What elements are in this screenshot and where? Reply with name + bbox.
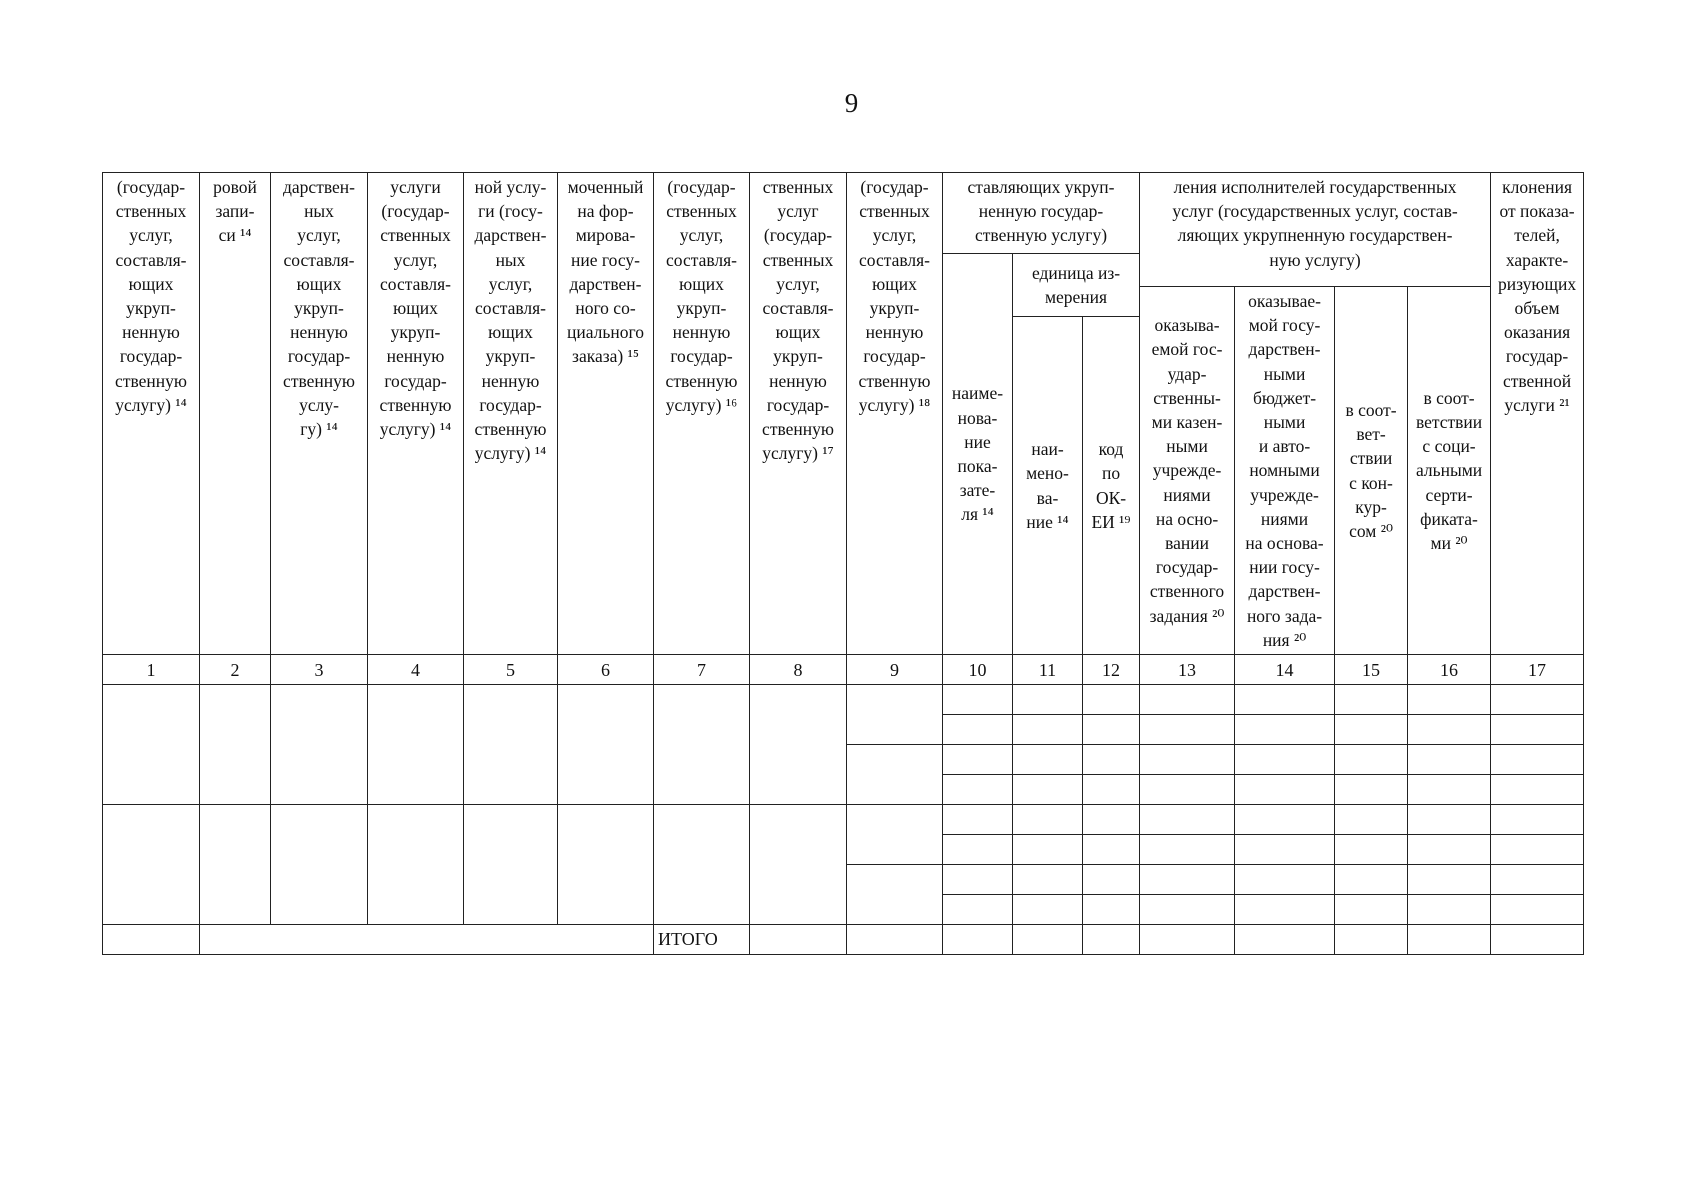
- data-cell: [1491, 805, 1584, 835]
- data-cell: [1491, 895, 1584, 925]
- data-cell: [368, 805, 464, 925]
- header-group-indicator: ставляющих укруп- ненную государ- ственную услугу): [943, 173, 1140, 254]
- page-number: 9: [844, 88, 859, 118]
- column-number: 11: [1013, 655, 1083, 685]
- data-cell: [847, 685, 943, 745]
- data-cell: [200, 805, 271, 925]
- data-cell: [1235, 745, 1335, 775]
- data-cell: [1013, 715, 1083, 745]
- column-number: 9: [847, 655, 943, 685]
- total-cell: [1235, 925, 1335, 955]
- column-numbers-row: [103, 655, 1584, 685]
- column-number: 13: [1140, 655, 1235, 685]
- total-cell: [1140, 925, 1235, 955]
- header-col-16: в соот- ветствии с соци- альными серти- фиката- ми ²⁰: [1408, 287, 1491, 655]
- data-cell: [847, 865, 943, 925]
- total-label: ИТОГО: [654, 925, 750, 955]
- column-number: 1: [103, 655, 200, 685]
- total-cell: [1013, 925, 1083, 955]
- data-cell: [847, 745, 943, 805]
- data-cell: [1408, 895, 1491, 925]
- column-number: 6: [558, 655, 654, 685]
- data-cell: [368, 685, 464, 805]
- data-cell: [1140, 835, 1235, 865]
- header-col-7: (государ- ственных услуг, составля- ющих укруп- ненную государ- ственную услугу) ¹⁶: [654, 173, 750, 655]
- data-cell: [558, 685, 654, 805]
- data-cell: [1083, 715, 1140, 745]
- header-col-5: ной услу- ги (госу- дарствен- ных услуг, составля- ющих укруп- ненную государ- ственную услугу) ¹⁴: [464, 173, 558, 655]
- data-cell: [1408, 775, 1491, 805]
- data-cell: [1013, 865, 1083, 895]
- total-cell: [1491, 925, 1584, 955]
- data-cell: [943, 745, 1013, 775]
- data-cell: [654, 685, 750, 805]
- column-number: 7: [654, 655, 750, 685]
- data-cell: [1083, 835, 1140, 865]
- data-cell: [1013, 835, 1083, 865]
- data-cell: [1335, 775, 1408, 805]
- data-cell: [103, 685, 200, 805]
- data-cell: [943, 775, 1013, 805]
- data-row: [103, 805, 1584, 835]
- header-col-9: (государ- ственных услуг, составля- ющих укруп- ненную государ- ственную услугу) ¹⁸: [847, 173, 943, 655]
- data-cell: [1235, 715, 1335, 745]
- data-cell: [1235, 685, 1335, 715]
- column-number: 17: [1491, 655, 1584, 685]
- data-cell: [1408, 805, 1491, 835]
- total-cell: [1083, 925, 1140, 955]
- data-cell: [943, 835, 1013, 865]
- data-cell: [1083, 685, 1140, 715]
- data-cell: [1235, 805, 1335, 835]
- column-number: 16: [1408, 655, 1491, 685]
- column-number: 12: [1083, 655, 1140, 685]
- data-cell: [943, 865, 1013, 895]
- data-cell: [1408, 865, 1491, 895]
- data-cell: [1408, 715, 1491, 745]
- data-cell: [750, 805, 847, 925]
- header-col-12: код по ОК- ЕИ ¹⁹: [1083, 317, 1140, 655]
- data-cell: [847, 805, 943, 865]
- data-cell: [1235, 865, 1335, 895]
- data-cell: [1335, 835, 1408, 865]
- data-row: [103, 685, 1584, 715]
- data-cell: [1083, 865, 1140, 895]
- data-cell: [1235, 835, 1335, 865]
- header-col-8: ственных услуг (государ- ственных услуг, составля- ющих укруп- ненную государ- ственную услугу) ¹⁷: [750, 173, 847, 655]
- data-cell: [1335, 895, 1408, 925]
- data-cell: [1235, 775, 1335, 805]
- data-cell: [1083, 805, 1140, 835]
- total-cell: [943, 925, 1013, 955]
- data-cell: [1013, 745, 1083, 775]
- column-number: 3: [271, 655, 368, 685]
- header-col-11: наи- мено- ва- ние ¹⁴: [1013, 317, 1083, 655]
- data-cell: [1140, 685, 1235, 715]
- data-cell: [1235, 895, 1335, 925]
- header-group-executors: ления исполнителей государственных услуг (государственных услуг, состав- ляющих укрупненную государствен- ную услугу): [1140, 173, 1491, 287]
- data-cell: [103, 805, 200, 925]
- header-col-10: наиме- нова- ние пока- зате- ля ¹⁴: [943, 254, 1013, 655]
- header-col-6: моченный на фор- мирова- ние госу- дарствен- ного со- циального заказа) ¹⁵: [558, 173, 654, 655]
- total-row: [103, 925, 1584, 955]
- data-cell: [1083, 745, 1140, 775]
- data-cell: [1140, 745, 1235, 775]
- data-cell: [1335, 715, 1408, 745]
- total-cell: [750, 925, 847, 955]
- header-row-top: [103, 173, 1584, 254]
- data-cell: [1083, 775, 1140, 805]
- header-col-15: в соот- вет- ствии с кон- кур- сом ²⁰: [1335, 287, 1408, 655]
- header-unit-group: единица из- мерения: [1013, 254, 1140, 317]
- column-number: 2: [200, 655, 271, 685]
- data-cell: [271, 685, 368, 805]
- header-col-1: (государ- ственных услуг, составля- ющих укруп- ненную государ- ственную услугу) ¹⁴: [103, 173, 200, 655]
- data-cell: [1140, 775, 1235, 805]
- data-cell: [1491, 685, 1584, 715]
- total-cell: [1408, 925, 1491, 955]
- data-cell: [1491, 865, 1584, 895]
- data-cell: [1335, 805, 1408, 835]
- column-number: 14: [1235, 655, 1335, 685]
- column-number: 4: [368, 655, 464, 685]
- column-number: 15: [1335, 655, 1408, 685]
- data-cell: [1140, 805, 1235, 835]
- data-cell: [1140, 895, 1235, 925]
- header-col-4: услуги (государ- ственных услуг, составля- ющих укруп- ненную государ- ственную услугу) ¹⁴: [368, 173, 464, 655]
- column-number: 10: [943, 655, 1013, 685]
- header-col-2: ровой запи- си ¹⁴: [200, 173, 271, 655]
- data-cell: [1013, 895, 1083, 925]
- data-cell: [1083, 895, 1140, 925]
- total-cell: [200, 925, 654, 955]
- data-cell: [271, 805, 368, 925]
- header-col-17: клонения от показа- телей, характе- ризующих объем оказания государ- ственной услуги ²¹: [1491, 173, 1584, 655]
- column-number: 5: [464, 655, 558, 685]
- total-cell: [847, 925, 943, 955]
- data-cell: [1013, 805, 1083, 835]
- data-cell: [1491, 745, 1584, 775]
- data-cell: [1491, 775, 1584, 805]
- data-cell: [1013, 775, 1083, 805]
- total-cell: [103, 925, 200, 955]
- data-cell: [943, 685, 1013, 715]
- data-cell: [558, 805, 654, 925]
- data-cell: [464, 685, 558, 805]
- data-cell: [464, 805, 558, 925]
- header-col-14: оказывае- мой госу- дарствен- ными бюджет- ными и авто- номными учрежде- ниями на основа- нии госу- дарствен- ного зада- ния ²⁰: [1235, 287, 1335, 655]
- header-col-3: дарствен- ных услуг, составля- ющих укруп- ненную государ- ственную услу- гу) ¹⁴: [271, 173, 368, 655]
- data-cell: [943, 895, 1013, 925]
- data-cell: [1335, 685, 1408, 715]
- data-cell: [1140, 865, 1235, 895]
- data-cell: [750, 685, 847, 805]
- data-cell: [1335, 865, 1408, 895]
- data-cell: [943, 805, 1013, 835]
- data-cell: [200, 685, 271, 805]
- data-cell: [943, 715, 1013, 745]
- data-cell: [1140, 715, 1235, 745]
- data-cell: [1408, 745, 1491, 775]
- service-report-table: [102, 172, 1584, 955]
- header-col-13: оказыва- емой гос- удар- ственны- ми казен- ными учрежде- ниями на осно- вании государ- ственного задания ²⁰: [1140, 287, 1235, 655]
- data-cell: [1408, 835, 1491, 865]
- data-cell: [1491, 835, 1584, 865]
- data-cell: [1013, 685, 1083, 715]
- data-cell: [1408, 685, 1491, 715]
- data-cell: [1491, 715, 1584, 745]
- column-number: 8: [750, 655, 847, 685]
- total-cell: [1335, 925, 1408, 955]
- data-cell: [654, 805, 750, 925]
- data-cell: [1335, 745, 1408, 775]
